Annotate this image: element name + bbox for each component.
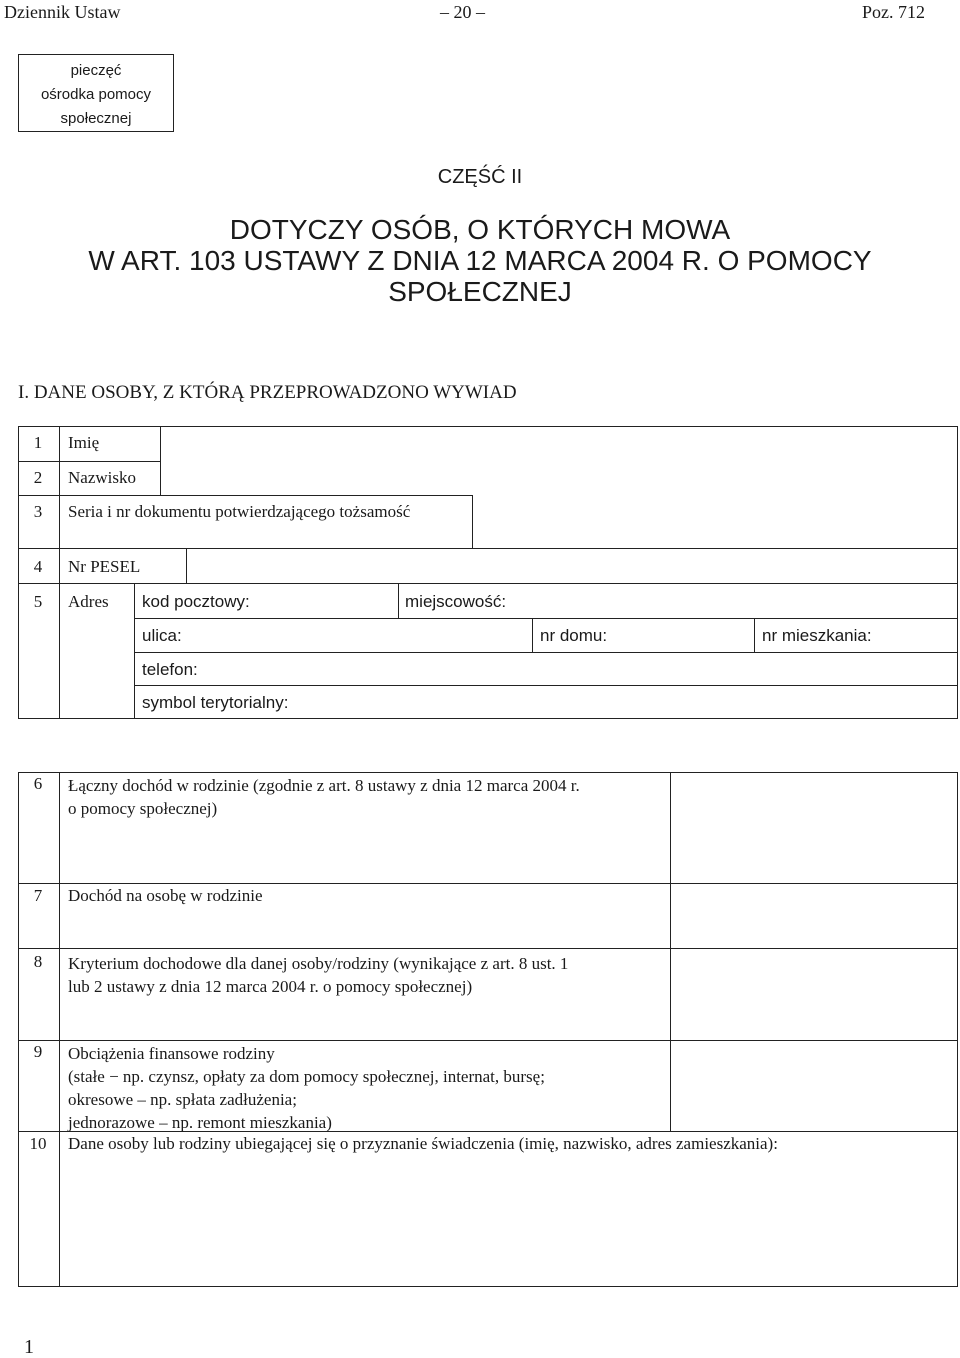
first-name-label: Imię [68,433,100,452]
journal-name: Dziennik Ustaw [4,2,121,22]
heading-line: SPOŁECZNEJ [388,276,572,307]
label-line: Łączny dochód w rodzinie (zgodnie z art. 8 ustawy z dnia 12 marca 2004 r. [68,776,580,795]
total-income-label [68,774,580,820]
applicant-data-label: Dane osoby lub rodziny ubiegającej się o przyznanie świadczenia (imię, nazwisko, adres zamieszkania): [68,1134,778,1153]
label-line: lub 2 ustawy z dnia 12 marca 2004 r. o pomocy społecznej) [68,977,473,996]
page-heading [0,214,960,307]
pesel-label: Nr PESEL [68,557,141,576]
label-line: jednorazowe – np. remont mieszkania) [68,1113,332,1132]
last-name-field[interactable] [162,463,956,493]
label-line: (stałe − np. czynsz, opłaty za dom pomocy społecznej, internat, bursę; [68,1067,545,1086]
id-document-label: Seria i nr dokumentu potwierdzającego tożsamość [68,502,411,521]
page-indicator: – 20 – [440,2,485,22]
section-title: I. DANE OSOBY, Z KTÓRĄ PRZEPROWADZONO WYWIAD [18,382,517,403]
pesel-field[interactable] [188,550,956,582]
row-number: 1 [33,433,43,452]
label-line: Obciążenia finansowe rodziny [68,1044,275,1063]
label-line: okresowe – np. spłata zadłużenia; [68,1090,297,1109]
row-number: 9 [33,1042,43,1061]
position-number: Poz. 712 [862,2,925,22]
first-name-field[interactable] [162,428,956,460]
label-line: Kryterium dochodowe dla danej osoby/rodziny (wynikające z art. 8 ust. 1 [68,954,569,973]
house-number-label: nr domu: [540,626,608,645]
total-income-field[interactable] [672,774,956,882]
row-number: 5 [33,592,43,611]
phone-label: telefon: [142,660,198,679]
applicant-data-field[interactable] [61,1158,956,1285]
stamp-box [18,54,174,132]
row-number: 3 [33,502,43,521]
row-number: 4 [33,557,43,576]
income-criterion-label [68,952,568,998]
street-label: ulica: [142,626,182,645]
heading-line: DOTYCZY OSÓB, O KTÓRYCH MOWA [229,214,731,245]
label-line: o pomocy społecznej) [68,799,218,818]
income-criterion-field[interactable] [672,950,956,1039]
postal-code-label: kod pocztowy: [142,592,250,611]
city-label: miejscowość: [405,592,507,611]
stamp-line: społecznej [60,110,132,127]
part-title: CZĘŚĆ II [437,166,523,188]
row-number: 7 [33,886,43,905]
stamp-line: pieczęć [70,62,122,79]
heading-line: W ART. 103 USTAWY Z DNIA 12 MARCA 2004 R. O POMOCY [88,245,872,276]
financial-burdens-label [68,1042,545,1134]
row-number: 10 [29,1134,47,1153]
page-number: 1 [24,1336,34,1358]
row-number: 8 [33,952,43,971]
income-per-person-field[interactable] [672,885,956,947]
flat-number-label: nr mieszkania: [762,626,872,645]
id-document-field[interactable] [474,497,956,547]
territorial-symbol-label: symbol terytorialny: [142,693,289,712]
address-label: Adres [68,592,109,611]
income-per-person-label: Dochód na osobę w rodzinie [68,886,263,905]
row-number: 2 [33,468,43,487]
financial-burdens-field[interactable] [672,1042,956,1130]
stamp-line: ośrodka pomocy [40,86,152,103]
last-name-label: Nazwisko [68,468,136,487]
row-number: 6 [33,774,43,793]
